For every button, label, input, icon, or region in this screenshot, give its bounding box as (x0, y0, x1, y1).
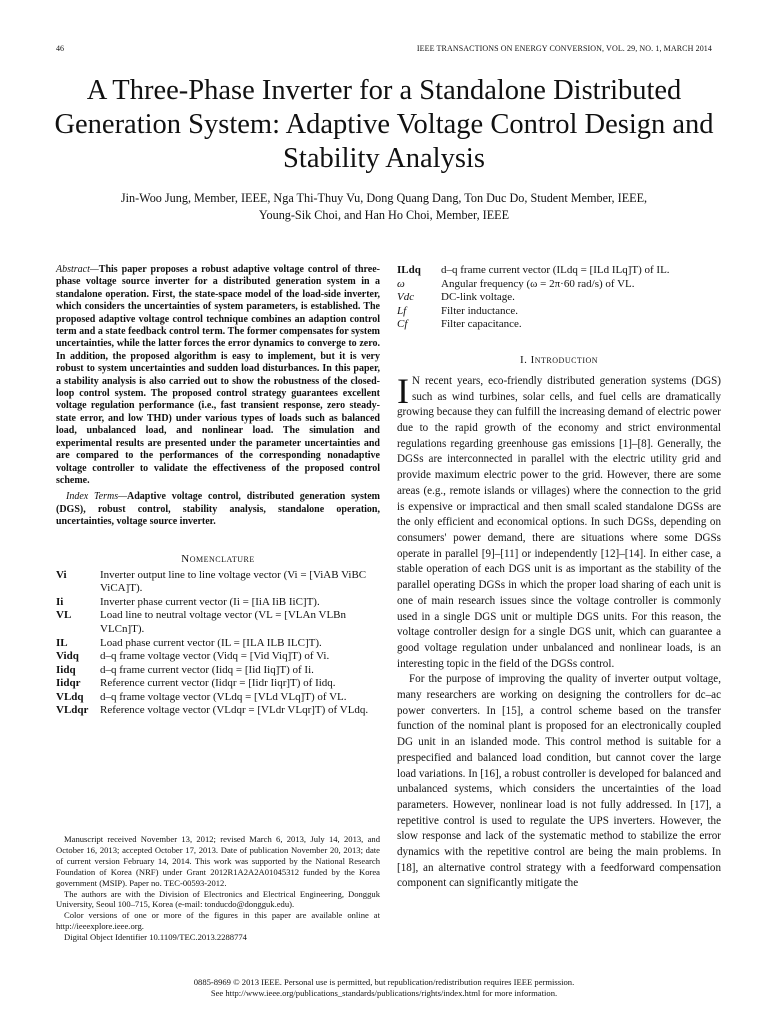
authors-line-2: Young-Sik Choi, and Han Ho Choi, Member, IEEE (258, 208, 510, 222)
nomenclature-symbol: Lf (397, 304, 407, 317)
nomenclature-item (56, 609, 380, 636)
nomenclature-item (56, 704, 380, 718)
nomenclature-symbol: Vi (56, 568, 67, 581)
nomenclature-list-left (56, 569, 380, 719)
nomenclature-symbol: Iidq (56, 663, 76, 676)
nomenclature-item (56, 637, 380, 651)
section-title-introduction: I. Introduction (519, 353, 599, 366)
nomenclature-item (56, 664, 380, 678)
nomenclature-description: Inverter output line to line voltage vector (Vi = [ViAB ViBC ViCA]T). (100, 568, 367, 595)
nomenclature-description: Reference current vector (Iidqr = [Iidr Iiqr]T) of Iidq. (100, 677, 336, 690)
nomenclature-item (397, 278, 721, 292)
nomenclature-symbol: VLdqr (56, 704, 89, 717)
footnote-affiliation: The authors are with the Division of Electronics and Electrical Engineering, Dongguk University, Seoul 100–715, Korea (e-mail: tonducdo@dongguk.edu). (56, 888, 380, 910)
nomenclature-item (56, 596, 380, 610)
nomenclature-symbol: VL (56, 609, 72, 622)
nomenclature-description: d–q frame current vector (ILdq = [ILd ILq]T) of IL. (441, 264, 670, 276)
copyright-footer (40, 977, 728, 999)
abstract (56, 264, 380, 487)
page-number: 46 (56, 44, 64, 53)
nomenclature-symbol: Iidqr (56, 677, 81, 690)
index-terms-lead: Index Terms— (66, 491, 127, 503)
journal-header: IEEE TRANSACTIONS ON ENERGY CONVERSION, VOL. 29, NO. 1, MARCH 2014 (416, 44, 712, 53)
drop-cap: I (397, 370, 409, 411)
nomenclature-symbol: Ii (56, 595, 64, 608)
nomenclature-description: d–q frame current vector (Iidq = [Iid Iiq]T) of Ii. (100, 663, 314, 676)
nomenclature-description: DC-link voltage. (441, 291, 515, 304)
nomenclature-item (56, 569, 380, 596)
footnote-doi: Digital Object Identifier 10.1109/TEC.2013.2288774 (64, 932, 247, 943)
nomenclature-item (56, 650, 380, 664)
paper-title: A Three-Phase Inverter for a Standalone Distributed Generation System: Adaptive Voltage Control Design and Stability Analysis (54, 75, 714, 174)
nomenclature-description: d–q frame voltage vector (Vidq = [Vid Viq]T) of Vi. (100, 650, 330, 663)
nomenclature-description: Filter capacitance. (441, 318, 522, 331)
abstract-lead: Abstract— (56, 264, 99, 275)
copyright-line-1: 0885-8969 © 2013 IEEE. Personal use is permitted, but republication/redistribution requires IEEE permission. (193, 977, 575, 987)
nomenclature-symbol: IL (56, 636, 68, 649)
nomenclature-item (397, 318, 721, 332)
nomenclature-description: Reference voltage vector (VLdqr = [VLdr VLqr]T) of VLdq. (100, 704, 369, 717)
nomenclature-item (397, 291, 721, 305)
nomenclature-symbol: Vdc (397, 291, 415, 304)
footnote-color: Color versions of one or more of the figures in this paper are available online at http://ieeexplore.ieee.org. (56, 910, 380, 932)
nomenclature-symbol: VLdq (56, 690, 84, 703)
left-column (56, 264, 380, 718)
intro-paragraph-1 (397, 370, 721, 672)
footnote (56, 834, 380, 943)
index-terms-text: Adaptive voltage control, distributed generation system (DGS), robust control, stability analysis, standalone operation, uncertainties, voltage source inverter. (56, 491, 381, 528)
nomenclature-item (56, 677, 380, 691)
author-list (40, 190, 728, 224)
intro-paragraph-2: For the purpose of improving the quality of inverter output voltage, many researchers are working on designing the controllers for dc–ac power converters. In [15], a control scheme based on the transfer function of the nominal plant is proposed for an electronically coupled DG unit in an islanded mode. This control method is suitable for a prespecified and balanced load condition, but cannot cover the large load variations. In [16], a robust controller is developed for balanced and unbalanced systems, which considers the uncertainties of the load parameters. However, nonlinear load is not fully addressed. In [17], a repetitive control is used to regulate the UPS inverters. However, the slow response and lack of the systematic method to stabilize the error dynamics with the repetitive control are being the main problems. In [18], an alternative control strategy with a feedforward compensation component can significantly mitigate the (397, 673, 721, 890)
nomenclature-description: Angular frequency (ω = 2π·60 rad/s) of VL. (441, 277, 635, 290)
nomenclature-symbol: ω (397, 277, 405, 290)
nomenclature-description: Filter inductance. (441, 304, 518, 317)
nomenclature-list-right (397, 264, 721, 332)
nomenclature-symbol: Cf (397, 318, 408, 331)
footnote-manuscript: Manuscript received November 13, 2012; revised March 6, 2013, July 14, 2013, and October 16, 2013; accepted October 17, 2013. Date of publication November 20, 2013; date of current version February 14, 2014. This work was supported by the National Research Foundation of Korea (NRF) under Grant 2012R1A2A2A01045312 funded by the Korea government (MSIP). Paper no. TEC-00593-2012. (56, 834, 380, 888)
intro-paragraph-1-text: N recent years, eco-friendly distributed generation systems (DGS) such as wind turbines, solar cells, and fuel cells are dramatically growing because they can fulfill the increasing demand of electric power due to the rapid growth of the economy and strict environmental regulations regarding greenhouse gas emissions [1]–[8]. Generally, the DGSs are interconnected in parallel with the electric utility grid and provide maximum electric power to the grid. However, there are some areas (e.g., remote islands or villages) where the connection to the grid is expensive or impractical and then small scaled standalone DGSs are the only efficient and economical options. In such DGSs, depending on consumers' power demand, there are situations where some DGSs operate in parallel [9]–[11] or independently [12]–[14]. In either case, a stable operation of each DGS unit is as important as the stability of the parallel operating DGSs in which the proper load sharing of each unit is one of main research issues since the voltage controller is commonly used in a single DGS unit or multiple DGS units. For this reason, the voltage controller design for a single DGS unit, which can guarantee a good voltage regulation under unbalanced and nonlinear loads, is an interesting topic in the field of the DGSs control. (397, 374, 721, 670)
introduction-body (397, 370, 721, 892)
nomenclature-title: Nomenclature (181, 552, 255, 565)
authors-line-1: Jin-Woo Jung, Member, IEEE, Nga Thi-Thuy Vu, Dong Quang Dang, Ton Duc Do, Student Member, IEEE, (120, 191, 648, 205)
nomenclature-item (56, 691, 380, 705)
right-column (397, 264, 721, 892)
nomenclature-description: Load line to neutral voltage vector (VL = [VLAn VLBn VLCn]T). (100, 609, 346, 635)
nomenclature-description: Load phase current vector (IL = [ILA ILB ILC]T). (100, 636, 322, 649)
nomenclature-symbol: ILdq (397, 264, 421, 276)
abstract-text: This paper proposes a robust adaptive voltage control of three-phase voltage source inverter for a distributed generation system in a standalone operation. First, the state-space model of the load-side inverter, which considers the uncertainties of system parameters, is established. The proposed adaptive voltage control technique combines an adaption control term and a state feedback control term. The former compensates for system uncertainties, while the latter forces the error dynamics to converge to zero. In addition, the proposed algorithm is easy to implement, but it is very robust to system uncertainties and sudden load disturbances. In this paper, a stability analysis is also carried out to show the robustness of the closed-loop control system. The proposed control strategy guarantees excellent voltage regulation performance (i.e., fast transient response, zero steady-state error, and low THD) under various types of loads such as balanced load, unbalanced load, and nonlinear load. The simulation and experimental results are presented under the parameter uncertainties and are compared to the performances of the corresponding nonadaptive voltage controller to validate the effectiveness of the proposed control scheme. (56, 264, 380, 486)
nomenclature-description: Inverter phase current vector (Ii = [IiA IiB IiC]T). (100, 595, 320, 608)
nomenclature-item (397, 264, 721, 278)
nomenclature-item (397, 305, 721, 319)
nomenclature-description: d–q frame voltage vector (VLdq = [VLd VLq]T) of VL. (100, 690, 347, 703)
copyright-line-2: See http://www.ieee.org/publications_standards/publications/rights/index.html for more information. (210, 988, 558, 999)
index-terms (56, 491, 380, 528)
nomenclature-symbol: Vidq (56, 650, 79, 663)
